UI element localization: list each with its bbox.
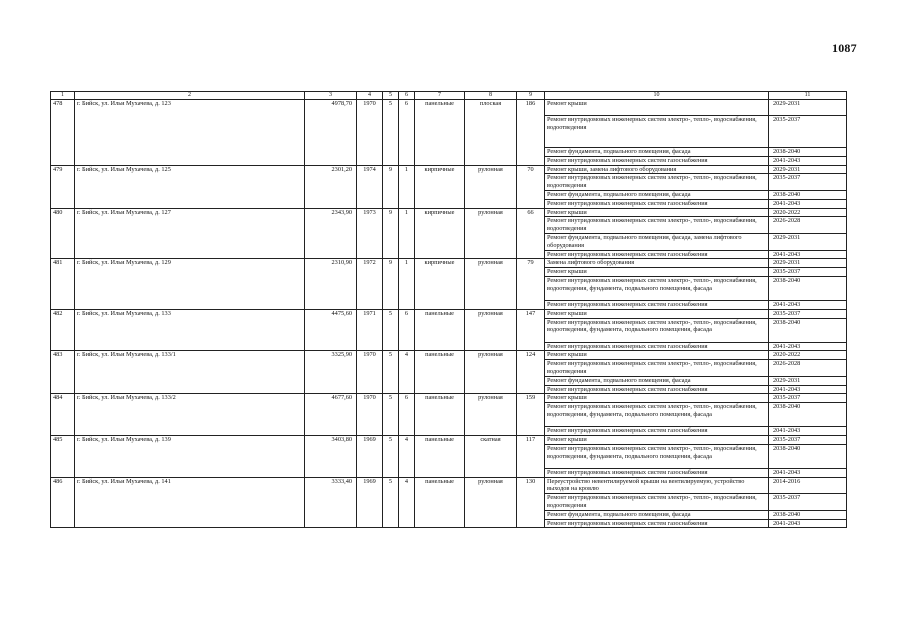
repair-period: 2041-2043: [769, 156, 847, 165]
building-address: г. Бийск, ул. Ильи Мухачева, д. 127: [75, 208, 305, 259]
column-number: 10: [545, 92, 769, 100]
building-number: 483: [51, 351, 75, 394]
repair-work: Ремонт внутридомовых инженерных систем электро-, тепло-, водоснабжения, водоотведения: [545, 217, 769, 234]
building-area: 2343,90: [305, 208, 357, 259]
apartments-count: 147: [517, 309, 545, 351]
building-number: 485: [51, 435, 75, 477]
apartments-count: 130: [517, 477, 545, 528]
wall-material: кирпичные: [415, 165, 465, 208]
column-number: 3: [305, 92, 357, 100]
repair-work: Ремонт внутридомовых инженерных систем электро-, тепло-, водоснабжения, водоотведения, фундамента, подвального помещения, фасада: [545, 403, 769, 427]
floors-count: 5: [383, 435, 399, 477]
building-address: г. Бийск, ул. Ильи Мухачева, д. 133/1: [75, 351, 305, 394]
entrances-count: 1: [399, 208, 415, 259]
repair-period: 2038-2040: [769, 148, 847, 157]
wall-material: кирпичные: [415, 259, 465, 309]
repair-work: Ремонт внутридомовых инженерных систем газоснабжения: [545, 468, 769, 477]
repair-work: Ремонт крыши: [545, 309, 769, 318]
entrances-count: 4: [399, 477, 415, 528]
apartments-count: 66: [517, 208, 545, 259]
repair-period: 2041-2043: [769, 250, 847, 259]
repair-work: Ремонт фундамента, подвального помещения, фасада: [545, 148, 769, 157]
repair-period: 2038-2040: [769, 276, 847, 300]
column-number: 11: [769, 92, 847, 100]
floors-count: 9: [383, 165, 399, 208]
column-number: 4: [357, 92, 383, 100]
building-address: г. Бийск, ул. Ильи Мухачева, д. 133: [75, 309, 305, 351]
column-number: 5: [383, 92, 399, 100]
floors-count: 5: [383, 100, 399, 166]
roof-type: рулонная: [465, 351, 517, 394]
building-address: г. Бийск, ул. Ильи Мухачева, д. 129: [75, 259, 305, 309]
entrances-count: 4: [399, 435, 415, 477]
repair-work: Ремонт фундамента, подвального помещения, фасада, замена лифтового оборудования: [545, 233, 769, 250]
repair-period: 2041-2043: [769, 342, 847, 351]
repair-work: Переустройство невентилируемой крыши на вентилируемую, устройство выходов на кровлю: [545, 477, 769, 494]
column-number: 9: [517, 92, 545, 100]
repair-work: Ремонт крыши: [545, 268, 769, 277]
building-area: 3325,90: [305, 351, 357, 394]
building-area: 3403,80: [305, 435, 357, 477]
wall-material: панельные: [415, 477, 465, 528]
building-address: г. Бийск, ул. Ильи Мухачева, д. 125: [75, 165, 305, 208]
repair-period: 2026-2028: [769, 360, 847, 377]
repair-period: 2038-2040: [769, 403, 847, 427]
repair-period: 2020-2022: [769, 208, 847, 217]
repair-work: Ремонт крыши: [545, 351, 769, 360]
build-year: 1973: [357, 208, 383, 259]
repair-work: Ремонт внутридомовых инженерных систем электро-, тепло-, водоснабжения, водоотведения: [545, 360, 769, 377]
building-row: [51, 259, 847, 268]
repair-work: Ремонт внутридомовых инженерных систем газоснабжения: [545, 156, 769, 165]
repair-period: 2038-2040: [769, 190, 847, 199]
roof-type: рулонная: [465, 165, 517, 208]
building-address: г. Бийск, ул. Ильи Мухачева, д. 133/2: [75, 394, 305, 436]
building-row: [51, 208, 847, 217]
building-area: 4475,60: [305, 309, 357, 351]
build-year: 1969: [357, 477, 383, 528]
entrances-count: 4: [399, 351, 415, 394]
repair-work: Ремонт внутридомовых инженерных систем электро-, тепло-, водоснабжения, водоотведения, фундамента, подвального помещения, фасада: [545, 276, 769, 300]
building-area: 3333,40: [305, 477, 357, 528]
repair-work: Ремонт внутридомовых инженерных систем электро-, тепло-, водоснабжения, водоотведения: [545, 174, 769, 191]
repair-work: Ремонт внутридомовых инженерных систем электро-, тепло-, водоснабжения, водоотведения, фундамента, подвального помещения, фасада: [545, 444, 769, 468]
repair-period: 2029-2031: [769, 100, 847, 116]
column-number: 7: [415, 92, 465, 100]
floors-count: 9: [383, 208, 399, 259]
repair-period: 2035-2037: [769, 435, 847, 444]
column-number-row: [51, 92, 847, 100]
repair-period: 2038-2040: [769, 510, 847, 519]
page-number: 1087: [832, 41, 857, 55]
repair-period: 2038-2040: [769, 444, 847, 468]
building-area: 2310,90: [305, 259, 357, 309]
repair-period: 2035-2037: [769, 394, 847, 403]
build-year: 1970: [357, 100, 383, 166]
repair-period: 2029-2031: [769, 259, 847, 268]
repair-period: 2014-2016: [769, 477, 847, 494]
building-number: 479: [51, 165, 75, 208]
entrances-count: 1: [399, 259, 415, 309]
repair-period: 2020-2022: [769, 351, 847, 360]
repair-period: 2041-2043: [769, 385, 847, 394]
wall-material: панельные: [415, 435, 465, 477]
building-area: 4978,70: [305, 100, 357, 166]
build-year: 1970: [357, 394, 383, 436]
building-row: [51, 309, 847, 318]
roof-type: рулонная: [465, 477, 517, 528]
wall-material: панельные: [415, 309, 465, 351]
roof-type: рулонная: [465, 259, 517, 309]
repair-period: 2038-2040: [769, 318, 847, 342]
build-year: 1969: [357, 435, 383, 477]
repair-period: 2029-2031: [769, 376, 847, 385]
column-number: 6: [399, 92, 415, 100]
repair-period: 2041-2043: [769, 427, 847, 436]
floors-count: 5: [383, 351, 399, 394]
roof-type: скатная: [465, 435, 517, 477]
building-row: [51, 165, 847, 174]
repair-period: 2041-2043: [769, 519, 847, 528]
building-area: 2301,20: [305, 165, 357, 208]
repair-work: Ремонт внутридомовых инженерных систем газоснабжения: [545, 385, 769, 394]
building-number: 482: [51, 309, 75, 351]
repair-work: Ремонт внутридомовых инженерных систем газоснабжения: [545, 300, 769, 309]
entrances-count: 1: [399, 165, 415, 208]
building-number: 486: [51, 477, 75, 528]
floors-count: 5: [383, 309, 399, 351]
repair-work: Ремонт крыши: [545, 100, 769, 116]
repair-work: Ремонт крыши: [545, 435, 769, 444]
building-row: [51, 435, 847, 444]
building-number: 478: [51, 100, 75, 166]
repair-period: 2029-2031: [769, 165, 847, 174]
entrances-count: 6: [399, 394, 415, 436]
repair-work: Ремонт внутридомовых инженерных систем электро-, тепло-, водоснабжения, водоотведения: [545, 494, 769, 511]
repair-period: 2035-2037: [769, 309, 847, 318]
apartments-count: 79: [517, 259, 545, 309]
building-number: 480: [51, 208, 75, 259]
repair-period: 2035-2037: [769, 116, 847, 148]
build-year: 1972: [357, 259, 383, 309]
apartments-count: 117: [517, 435, 545, 477]
repair-period: 2035-2037: [769, 268, 847, 277]
floors-count: 5: [383, 394, 399, 436]
repair-work: Ремонт фундамента, подвального помещения, фасада: [545, 190, 769, 199]
repair-period: 2041-2043: [769, 300, 847, 309]
repair-work: Ремонт крыши: [545, 208, 769, 217]
repair-work: Ремонт внутридомовых инженерных систем газоснабжения: [545, 427, 769, 436]
building-row: [51, 351, 847, 360]
entrances-count: 6: [399, 100, 415, 166]
building-row: [51, 394, 847, 403]
build-year: 1971: [357, 309, 383, 351]
column-number: 1: [51, 92, 75, 100]
repair-period: 2035-2037: [769, 174, 847, 191]
building-row: [51, 100, 847, 116]
repair-work: Ремонт крыши, замена лифтового оборудования: [545, 165, 769, 174]
table-body: [51, 92, 847, 528]
repair-work: Ремонт внутридомовых инженерных систем газоснабжения: [545, 199, 769, 208]
repair-period: 2029-2031: [769, 233, 847, 250]
floors-count: 9: [383, 259, 399, 309]
wall-material: панельные: [415, 394, 465, 436]
column-number: 2: [75, 92, 305, 100]
repair-work: Ремонт фундамента, подвального помещения, фасада: [545, 510, 769, 519]
build-year: 1970: [357, 351, 383, 394]
apartments-count: 159: [517, 394, 545, 436]
apartments-count: 186: [517, 100, 545, 166]
apartments-count: 124: [517, 351, 545, 394]
column-number: 8: [465, 92, 517, 100]
repair-work: Ремонт крыши: [545, 394, 769, 403]
wall-material: панельные: [415, 100, 465, 166]
repair-period: 2041-2043: [769, 468, 847, 477]
building-address: г. Бийск, ул. Ильи Мухачева, д. 141: [75, 477, 305, 528]
entrances-count: 6: [399, 309, 415, 351]
repair-work: Ремонт фундамента, подвального помещения, фасада: [545, 376, 769, 385]
roof-type: рулонная: [465, 394, 517, 436]
roof-type: рулонная: [465, 309, 517, 351]
repair-schedule-table: [50, 91, 847, 528]
build-year: 1974: [357, 165, 383, 208]
repair-work: Ремонт внутридомовых инженерных систем электро-, тепло-, водоснабжения, водоотведения, фундамента, подвального помещения, фасада: [545, 318, 769, 342]
apartments-count: 70: [517, 165, 545, 208]
building-area: 4677,60: [305, 394, 357, 436]
repair-work: Ремонт внутридомовых инженерных систем газоснабжения: [545, 342, 769, 351]
repair-work: Замена лифтового оборудования: [545, 259, 769, 268]
building-address: г. Бийск, ул. Ильи Мухачева, д. 123: [75, 100, 305, 166]
building-number: 484: [51, 394, 75, 436]
building-row: [51, 477, 847, 494]
repair-work: Ремонт внутридомовых инженерных систем газоснабжения: [545, 519, 769, 528]
repair-period: 2035-2037: [769, 494, 847, 511]
repair-period: 2041-2043: [769, 199, 847, 208]
floors-count: 5: [383, 477, 399, 528]
roof-type: плоская: [465, 100, 517, 166]
repair-work: Ремонт внутридомовых инженерных систем газоснабжения: [545, 250, 769, 259]
building-address: г. Бийск, ул. Ильи Мухачева, д. 139: [75, 435, 305, 477]
wall-material: панельные: [415, 351, 465, 394]
wall-material: кирпичные: [415, 208, 465, 259]
roof-type: рулонная: [465, 208, 517, 259]
repair-work: Ремонт внутридомовых инженерных систем электро-, тепло-, водоснабжения, водоотведения: [545, 116, 769, 148]
building-number: 481: [51, 259, 75, 309]
repair-period: 2026-2028: [769, 217, 847, 234]
